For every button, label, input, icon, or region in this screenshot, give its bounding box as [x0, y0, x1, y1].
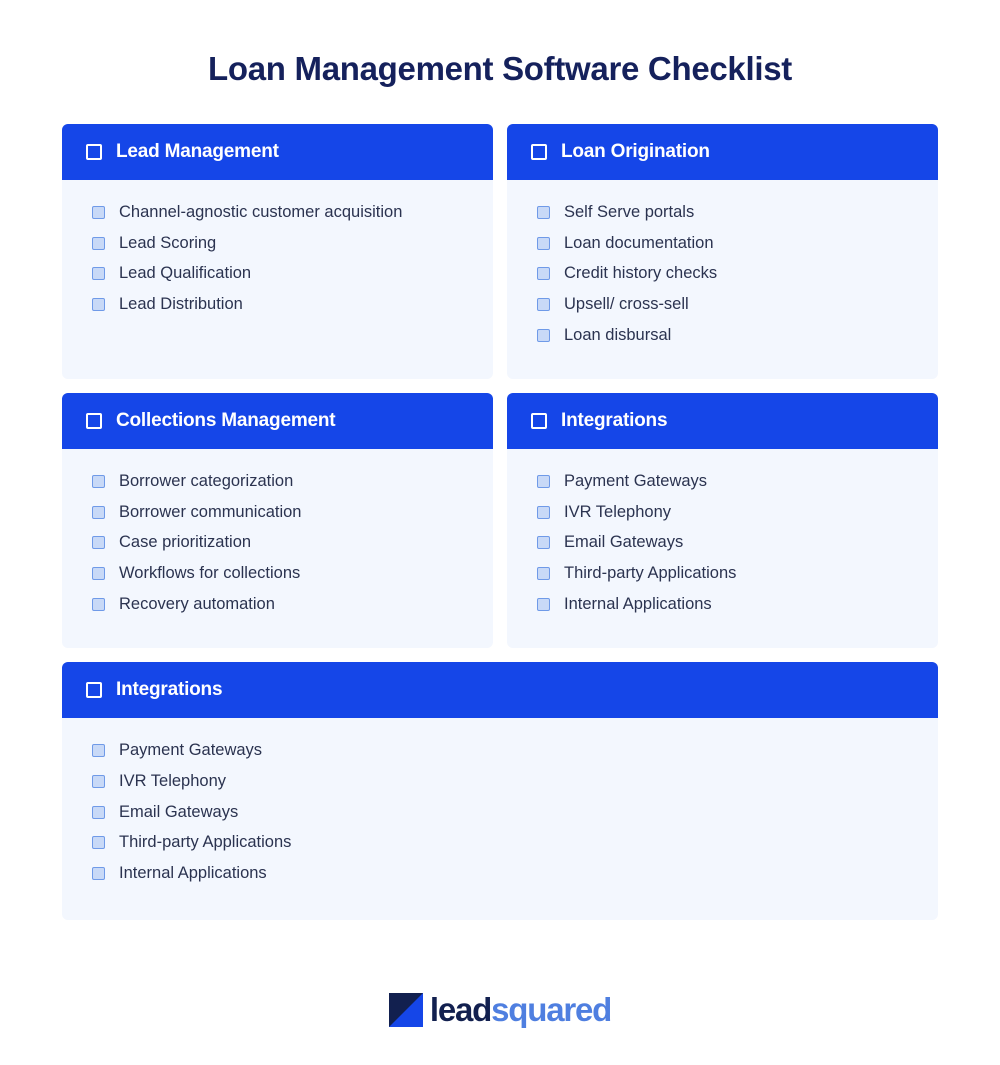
checklist-card-collections-management	[62, 393, 493, 648]
list-item-label: IVR Telephony	[119, 771, 227, 790]
list-item-label: Borrower communication	[119, 502, 302, 521]
checkbox-icon[interactable]	[92, 775, 105, 788]
checkbox-icon[interactable]	[537, 267, 550, 280]
list-item-label: Workflows for collections	[119, 564, 301, 582]
list-item[interactable]	[92, 532, 469, 553]
checkbox-icon[interactable]	[92, 536, 105, 549]
logo-mark-icon	[389, 993, 423, 1027]
card-header	[507, 124, 938, 180]
checkbox-icon[interactable]	[86, 144, 102, 160]
list-item[interactable]	[92, 832, 914, 853]
list-item[interactable]	[537, 233, 914, 254]
list-item[interactable]	[537, 594, 914, 615]
checkbox-icon[interactable]	[92, 237, 105, 250]
list-item-label: Loan documentation	[564, 233, 714, 252]
checklist-card-integrations-wide	[62, 662, 938, 920]
card-body	[62, 718, 938, 920]
checkbox-icon[interactable]	[86, 682, 102, 698]
checkbox-icon[interactable]	[537, 475, 550, 488]
list-item[interactable]	[537, 471, 914, 492]
footer	[0, 991, 1000, 1029]
list-item[interactable]	[92, 802, 914, 823]
list-item-label: Lead Scoring	[119, 233, 217, 252]
list-item[interactable]	[92, 771, 914, 792]
list-item-label: IVR Telephony	[564, 502, 672, 521]
card-title: Lead Management	[116, 141, 279, 162]
list-item-label: Recovery automation	[119, 594, 275, 613]
checkbox-icon[interactable]	[92, 867, 105, 880]
list-item[interactable]	[92, 202, 469, 223]
list-item-label: Email Gateways	[564, 533, 684, 552]
list-item[interactable]	[537, 502, 914, 523]
card-body	[507, 180, 938, 379]
list-item-label: Loan disbursal	[564, 325, 672, 344]
list-item-label: Case prioritization	[119, 533, 252, 552]
checkbox-icon[interactable]	[537, 598, 550, 611]
checkbox-icon[interactable]	[531, 144, 547, 160]
list-item[interactable]	[537, 563, 914, 584]
card-header	[507, 393, 938, 449]
checklist-card-grid	[62, 124, 938, 920]
list-item[interactable]	[92, 863, 914, 884]
list-item[interactable]	[92, 594, 469, 615]
checklist-card-integrations	[507, 393, 938, 648]
checkbox-icon[interactable]	[92, 567, 105, 580]
list-item[interactable]	[92, 740, 914, 761]
checkbox-icon[interactable]	[92, 506, 105, 519]
list-item-label: Credit history checks	[564, 264, 718, 283]
list-item-label: Payment Gateways	[564, 472, 708, 491]
list-item-label: Internal Applications	[119, 863, 267, 882]
list-item[interactable]	[537, 532, 914, 553]
list-item[interactable]	[92, 502, 469, 523]
checklist-card-lead-management	[62, 124, 493, 379]
list-item[interactable]	[537, 202, 914, 223]
card-header	[62, 124, 493, 180]
checkbox-icon[interactable]	[92, 598, 105, 611]
checkbox-icon[interactable]	[92, 267, 105, 280]
checkbox-icon[interactable]	[537, 329, 550, 342]
logo-text-squared: squared	[491, 991, 612, 1028]
card-header	[62, 662, 938, 718]
list-item-label: Upsell/ cross-sell	[564, 294, 689, 313]
card-header	[62, 393, 493, 449]
list-item-label: Borrower categorization	[119, 472, 294, 491]
checklist-card-loan-origination	[507, 124, 938, 379]
list-item[interactable]	[537, 294, 914, 315]
list-item-label: Third-party Applications	[564, 564, 737, 582]
checkbox-icon[interactable]	[92, 298, 105, 311]
checkbox-icon[interactable]	[537, 536, 550, 549]
checkbox-icon[interactable]	[531, 413, 547, 429]
list-item[interactable]	[537, 263, 914, 284]
checkbox-icon[interactable]	[92, 744, 105, 757]
list-item-label: Payment Gateways	[119, 741, 263, 760]
checkbox-icon[interactable]	[92, 836, 105, 849]
list-item-label: Lead Distribution	[119, 294, 243, 313]
checkbox-icon[interactable]	[86, 413, 102, 429]
checkbox-icon[interactable]	[537, 206, 550, 219]
logo-text	[430, 991, 611, 1029]
card-body	[62, 180, 493, 379]
list-item[interactable]	[92, 294, 469, 315]
card-body	[62, 449, 493, 648]
list-item-label: Internal Applications	[564, 594, 712, 613]
leadsquared-logo	[389, 991, 611, 1029]
checkbox-icon[interactable]	[537, 237, 550, 250]
list-item-label: Third-party Applications	[119, 833, 292, 852]
list-item[interactable]	[92, 233, 469, 254]
page-title: Loan Management Software Checklist	[208, 50, 792, 87]
card-body	[507, 449, 938, 648]
list-item-label: Email Gateways	[119, 802, 239, 821]
card-title: Integrations	[116, 679, 223, 701]
checkbox-icon[interactable]	[537, 567, 550, 580]
checkbox-icon[interactable]	[92, 475, 105, 488]
checkbox-icon[interactable]	[537, 506, 550, 519]
logo-text-lead: lead	[429, 991, 492, 1028]
list-item-label: Self Serve portals	[564, 203, 695, 221]
card-title: Collections Management	[116, 410, 336, 432]
list-item[interactable]	[92, 471, 469, 492]
card-title: Loan Origination	[561, 141, 710, 162]
card-title: Integrations	[561, 410, 668, 432]
list-item[interactable]	[92, 563, 469, 584]
list-item[interactable]	[537, 325, 914, 346]
checkbox-icon[interactable]	[537, 298, 550, 311]
list-item-label: Lead Qualification	[119, 264, 252, 283]
checkbox-icon[interactable]	[92, 206, 105, 219]
list-item[interactable]	[92, 263, 469, 284]
list-item-label: Channel-agnostic customer acquisition	[119, 203, 403, 221]
checkbox-icon[interactable]	[92, 806, 105, 819]
